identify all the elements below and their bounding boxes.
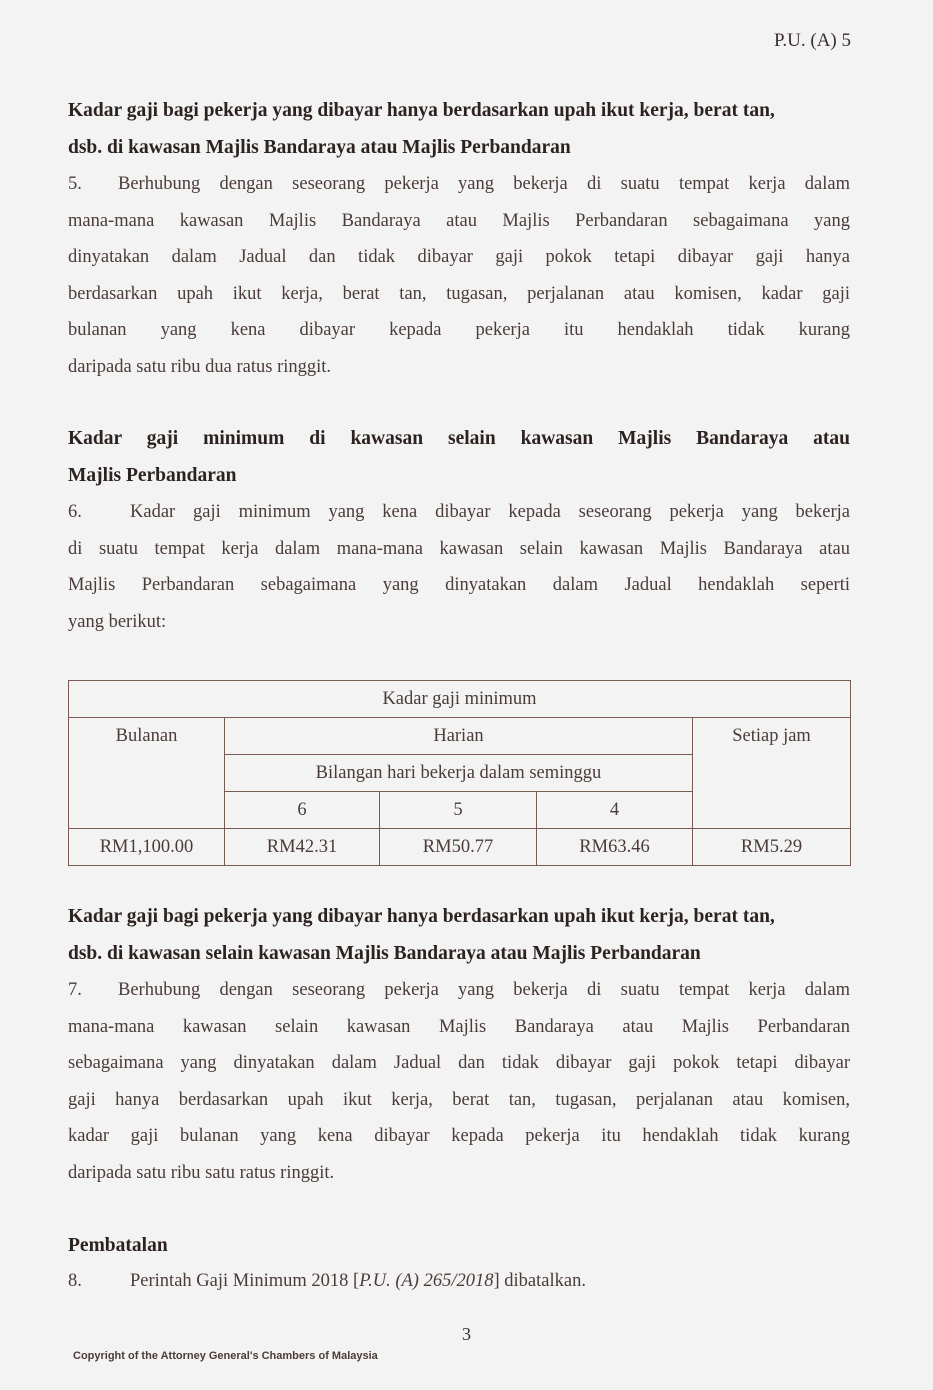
section-6-paragraph	[68, 494, 850, 640]
heading-line: dsb. di kawasan Majlis Bandaraya atau Majlis Perbandaran	[68, 137, 571, 158]
heading-line: dsb. di kawasan selain kawasan Majlis Bandaraya atau Majlis Perbandaran	[68, 943, 701, 964]
days-4-header: 4	[537, 792, 693, 829]
daily-5-value: RM50.77	[380, 829, 537, 866]
daily-4-value: RM63.46	[537, 829, 693, 866]
page-reference: P.U. (A) 5	[773, 30, 851, 51]
paragraph-line: 7. Berhubung dengan seseorang pekerja yang bekerja di suatu tempat kerja dalam	[68, 972, 850, 1009]
minimum-wage-table	[68, 680, 851, 866]
heading-line: Kadar gaji bagi pekerja yang dibayar hanya berdasarkan upah ikut kerja, berat tan,	[68, 906, 775, 927]
hourly-header: Setiap jam	[693, 718, 851, 829]
heading-line: Kadar gaji bagi pekerja yang dibayar hanya berdasarkan upah ikut kerja, berat tan,	[68, 100, 775, 121]
paragraph-line: sebagaimana yang dinyatakan dalam Jadual dan tidak dibayar gaji pokok tetapi dibayar	[68, 1053, 850, 1073]
section-number: 8.	[68, 1271, 82, 1291]
hourly-value: RM5.29	[693, 829, 851, 866]
paragraph-line: dinyatakan dalam Jadual dan tidak dibayar gaji pokok tetapi dibayar gaji hanya	[68, 247, 850, 267]
days-5-header: 5	[380, 792, 537, 829]
paragraph-line: berdasarkan upah ikut kerja, berat tan, tugasan, perjalanan atau komisen, kadar gaji	[68, 283, 850, 304]
copyright-notice: Copyright of the Attorney General's Chambers of Malaysia	[73, 1350, 378, 1362]
heading-line: Kadar gaji minimum di kawasan selain kawasan Majlis Bandaraya atau	[68, 428, 850, 449]
heading-line: Majlis Perbandaran	[68, 465, 237, 486]
days-header: Bilangan hari bekerja dalam seminggu	[225, 755, 693, 792]
table-title: Kadar gaji minimum	[69, 681, 851, 718]
paragraph-line: gaji hanya berdasarkan upah ikut kerja, berat tan, tugasan, perjalanan atau komisen,	[68, 1089, 850, 1110]
section-number: 5.	[68, 174, 82, 194]
section-8-heading: Pembatalan	[68, 1235, 168, 1256]
monthly-value: RM1,100.00	[69, 829, 225, 866]
section-7-heading	[68, 898, 850, 972]
citation: P.U. (A) 265/2018	[359, 1271, 494, 1291]
paragraph-line: di suatu tempat kerja dalam mana-mana kawasan selain kawasan Majlis Bandaraya atau	[68, 538, 850, 559]
monthly-header: Bulanan	[69, 718, 225, 829]
section-6-heading	[68, 420, 850, 494]
paragraph-line: mana-mana kawasan selain kawasan Majlis Bandaraya atau Majlis Perbandaran	[68, 1016, 850, 1037]
section-number: 6.	[68, 502, 82, 522]
paragraph-line: yang berikut:	[68, 611, 167, 632]
paragraph-line: 6. Kadar gaji minimum yang kena dibayar kepada seseorang pekerja yang bekerja	[68, 494, 850, 531]
section-8-paragraph	[68, 1263, 850, 1300]
section-number: 7.	[68, 980, 82, 1000]
paragraph-line: daripada satu ribu dua ratus ringgit.	[68, 356, 332, 377]
paragraph-line: bulanan yang kena dibayar kepada pekerja itu hendaklah tidak kurang	[68, 320, 850, 340]
section-7-paragraph	[68, 972, 850, 1191]
paragraph-line: 5. Berhubung dengan seseorang pekerja yang bekerja di suatu tempat kerja dalam	[68, 166, 850, 203]
section-5-heading	[68, 92, 850, 166]
paragraph-line: Majlis Perbandaran sebagaimana yang dinyatakan dalam Jadual hendaklah seperti	[68, 575, 850, 595]
paragraph-line: mana-mana kawasan Majlis Bandaraya atau Majlis Perbandaran sebagaimana yang	[68, 210, 850, 231]
section-5-paragraph	[68, 166, 850, 385]
table-row	[69, 829, 851, 866]
paragraph-line: kadar gaji bulanan yang kena dibayar kepada pekerja itu hendaklah tidak kurang	[68, 1126, 850, 1146]
daily-header: Harian	[225, 718, 693, 755]
days-6-header: 6	[225, 792, 380, 829]
page-number: 3	[462, 1324, 471, 1344]
paragraph-line: daripada satu ribu satu ratus ringgit.	[68, 1162, 335, 1183]
paragraph-line: 8. Perintah Gaji Minimum 2018 [P.U. (A) 265/2018] dibatalkan.	[68, 1263, 850, 1300]
daily-6-value: RM42.31	[225, 829, 380, 866]
